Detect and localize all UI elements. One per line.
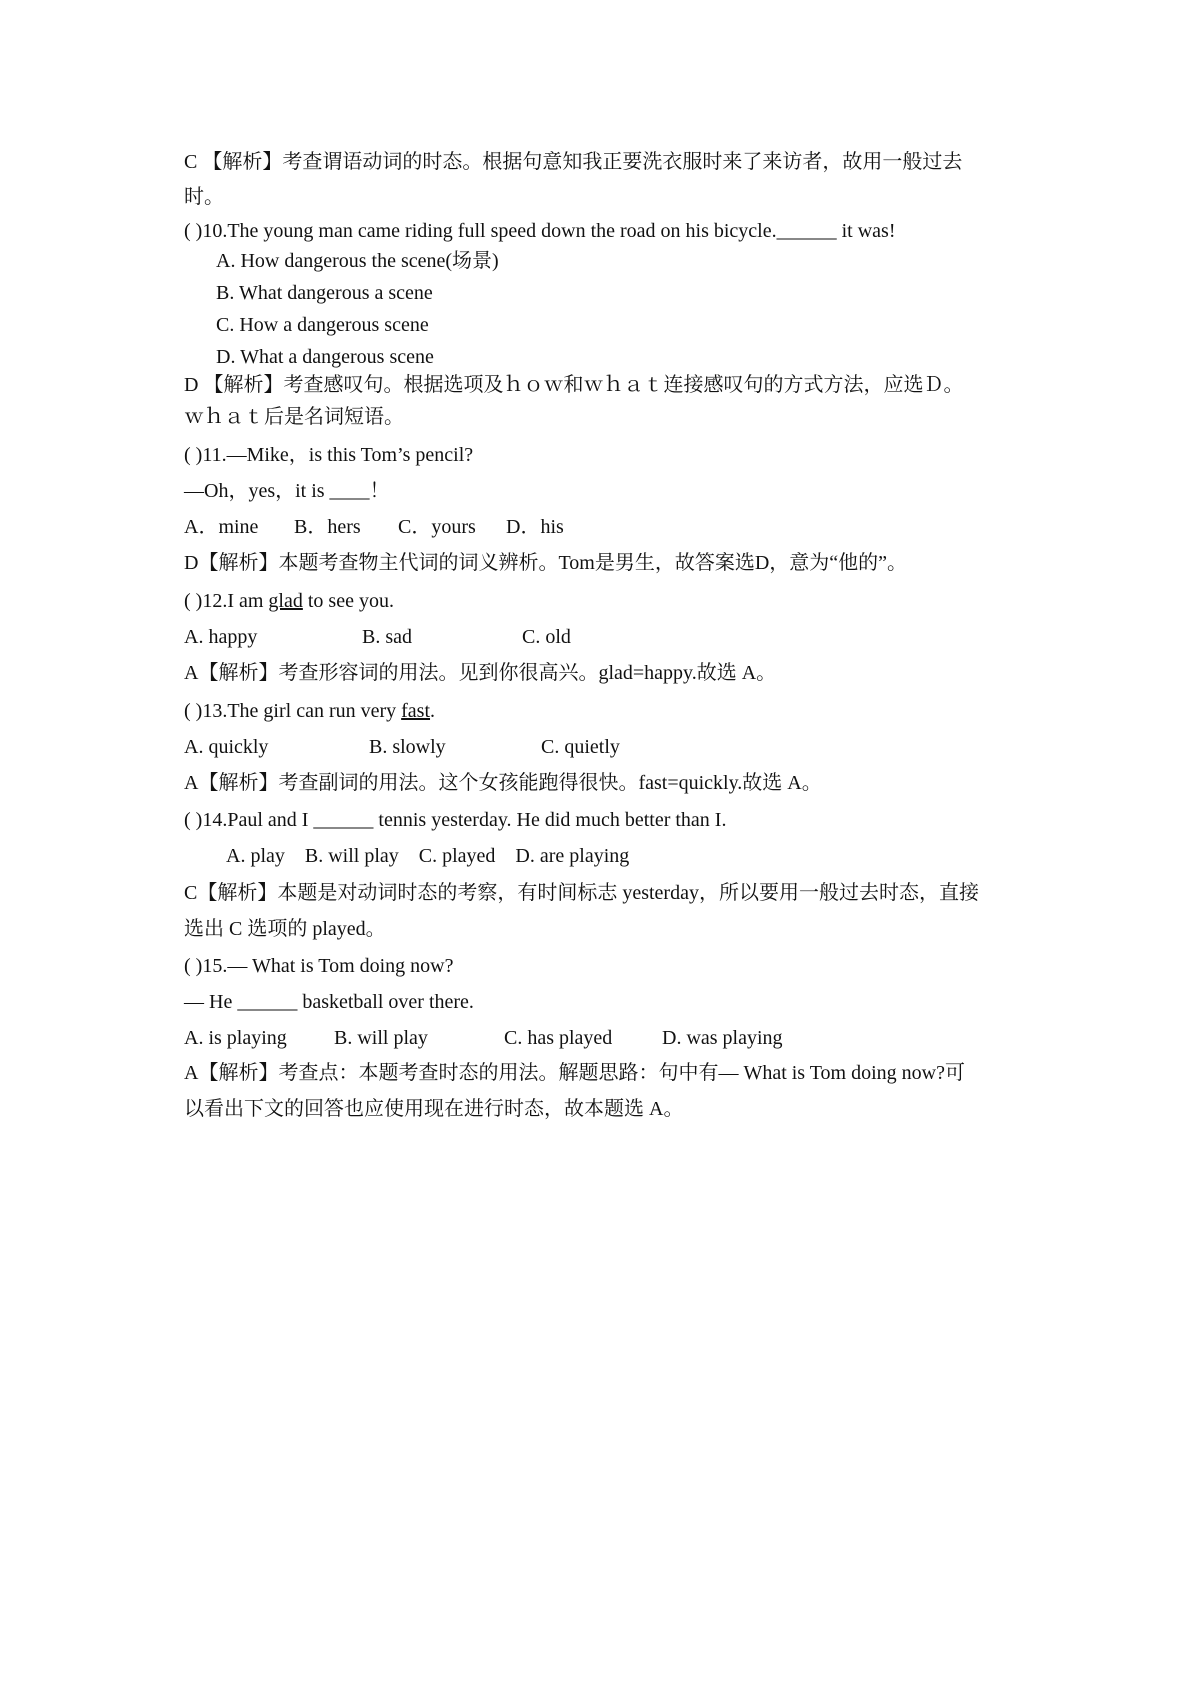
q11-option-d: D．his bbox=[506, 516, 564, 538]
q11-reply: —Oh，yes，it is ____！ bbox=[184, 480, 390, 502]
q10-answer-line1: D 【解析】考查感叹句。根据选项及ｈｏｗ和ｗｈａｔ连接感叹句的方式方法，应选Ｄ。 bbox=[184, 374, 964, 396]
q9-answer-line1: C 【解析】考查谓语动词的时态。根据句意知我正要洗衣服时来了来访者，故用一般过去 bbox=[184, 151, 963, 173]
q13-option-c: C. quietly bbox=[541, 736, 620, 758]
q11-option-a: A．mine bbox=[184, 516, 259, 538]
q12-stem-prefix: ( )12.I am bbox=[184, 590, 269, 612]
q15-option-a: A. is playing bbox=[184, 1027, 287, 1049]
q13-stem-suffix: . bbox=[430, 700, 436, 722]
q12-option-a: A. happy bbox=[184, 626, 258, 648]
q14-options: A. play B. will play C. played D. are playing bbox=[226, 845, 630, 867]
q12-stem bbox=[184, 584, 1024, 619]
q13-options bbox=[184, 730, 1024, 765]
q12-underlined-word: glad bbox=[268, 590, 303, 612]
q9-answer-line2: 时。 bbox=[184, 186, 224, 208]
q15-answer-line2: 以看出下文的回答也应使用现在进行时态，故本题选 A。 bbox=[184, 1098, 684, 1120]
q12-options bbox=[184, 620, 1024, 655]
q15-stem: ( )15.— What is Tom doing now? bbox=[184, 955, 454, 977]
q12-stem-suffix: to see you. bbox=[302, 590, 394, 612]
q15-option-d: D. was playing bbox=[662, 1027, 783, 1049]
q14-stem: ( )14.Paul and I ______ tennis yesterday. He did much better than I. bbox=[184, 809, 727, 831]
q15-option-c: C. has played bbox=[504, 1027, 613, 1049]
q10-option-d: D. What a dangerous scene bbox=[216, 346, 434, 368]
q13-answer: A【解析】考查副词的用法。这个女孩能跑得很快。fast=quickly.故选 A。 bbox=[184, 772, 822, 794]
q15-options bbox=[184, 1021, 1024, 1056]
q13-stem-prefix: ( )13.The girl can run very bbox=[184, 700, 402, 722]
q11-options bbox=[184, 510, 1024, 545]
q11-stem: ( )11.—Mike，is this Tom’s pencil? bbox=[184, 444, 474, 466]
q10-option-c: C. How a dangerous scene bbox=[216, 314, 429, 336]
q11-answer: D【解析】本题考查物主代词的词义辨析。Tom是男生，故答案选D，意为“他的”。 bbox=[184, 552, 908, 574]
q10-option-a: A. How dangerous the scene(场景) bbox=[216, 250, 499, 272]
q11-option-b: B．hers bbox=[294, 516, 361, 538]
q14-answer-line2: 选出 C 选项的 played。 bbox=[184, 918, 386, 940]
q10-answer-line2: ｗｈａｔ后是名词短语。 bbox=[184, 406, 404, 428]
q12-option-c: C. old bbox=[522, 626, 571, 648]
q15-answer-line1: A【解析】考查点：本题考查时态的用法。解题思路：句中有— What is Tom doing now?可 bbox=[184, 1062, 965, 1084]
q12-option-b: B. sad bbox=[362, 626, 412, 648]
q13-stem bbox=[184, 694, 1024, 729]
q13-option-b: B. slowly bbox=[369, 736, 446, 758]
q15-reply: — He ______ basketball over there. bbox=[184, 991, 474, 1013]
q10-option-b: B. What dangerous a scene bbox=[216, 282, 433, 304]
q11-option-c: C．yours bbox=[398, 516, 476, 538]
q14-answer-line1: C【解析】本题是对动词时态的考察，有时间标志 yesterday，所以要用一般过去时态，直接 bbox=[184, 882, 979, 904]
q15-option-b: B. will play bbox=[334, 1027, 428, 1049]
q13-underlined-word: fast bbox=[401, 700, 431, 722]
q12-answer: A【解析】考查形容词的用法。见到你很高兴。glad=happy.故选 A。 bbox=[184, 662, 777, 684]
q10-stem: ( )10.The young man came riding full speed down the road on his bicycle.______ it was! bbox=[184, 220, 896, 242]
q13-option-a: A. quickly bbox=[184, 736, 269, 758]
